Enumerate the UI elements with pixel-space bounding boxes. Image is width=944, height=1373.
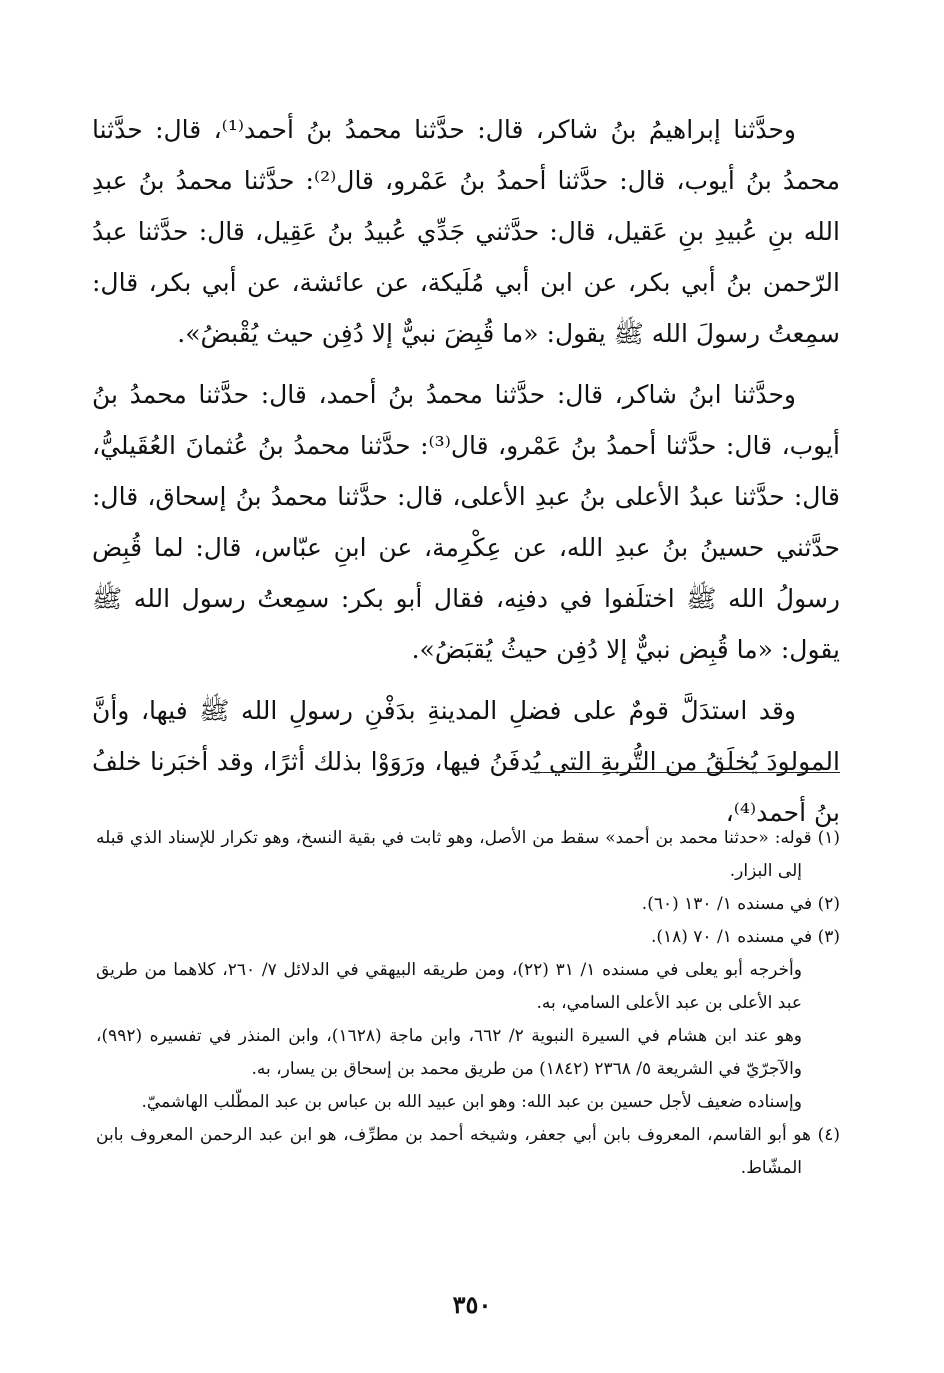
- footnote-3: (٣) في مسنده ١/ ٧٠ (١٨).: [650, 927, 840, 947]
- footnote-2: (٢) في مسنده ١/ ١٣٠ (٦٠).: [641, 894, 840, 914]
- main-text: [92, 104, 840, 848]
- footnote-3-continuation-1: وأخرجه أبو يعلى في مسنده ١/ ٣١ (٢٢)، ومن طريقه البيهقي في الدلائل ٧/ ٢٦٠، كلاهما من طريق عبد الأعلى بن عبد الأعلى السامي، به.: [96, 960, 802, 1013]
- footnote-3-continuation-2: وهو عند ابن هشام في السيرة النبوية ٢/ ٦٦٢، وابن ماجة (١٦٢٨)، وابن المنذر في تفسيره (٩٩٢)، والآجرّيّ في الشريعة ٥/ ٢٣٦٨ (١٨٤٢) من طريق محمد بن إسحاق بن يسار، به.: [96, 1026, 802, 1079]
- main-paragraph-3: وقد استدَلَّ قومٌ على فضلِ المدينةِ بدَفْنِ رسولِ الله ﷺ فيها، وأنَّ المولودَ يُخلَقُ من التُّربةِ التي يُدفَنُ فيها، ورَوَوْا بذلك أثرًا، وقد أخبَرنا خلفُ بنُ أحمد⁽⁴⁾،: [92, 696, 840, 827]
- footnote-1: (١) قوله: «حدثنا محمد بن أحمد» سقط من الأصل، وهو ثابت في بقية النسخ، وهو تكرار للإسناد الذي قبله إلى البزار.: [96, 828, 840, 881]
- main-paragraph-2: وحدَّثنا ابنُ شاكر، قال: حدَّثنا محمدُ بنُ أحمد، قال: حدَّثنا محمدُ بنُ أيوب، قال: حدَّثنا أحمدُ بنُ عَمْرو، قال⁽³⁾: حدَّثنا محمدُ بنُ عُثمانَ العُقَيليُّ، قال: حدَّثنا عبدُ الأعلى بنُ عبدِ الأعلى، قال: حدَّثنا محمدُ بنُ إسحاق، قال: حدَّثني حسينُ بنُ عبدِ الله، عن عِكْرِمة، عن ابنِ عبّاس، قال: لما قُبِض رسولُ الله ﷺ اختلَفوا في دفنِه، فقال أبو بكر: سمِعتُ رسول الله ﷺ يقول: «ما قُبِض نبيٌّ إلا دُفِن حيثُ يُقبَضُ».: [92, 380, 840, 664]
- footnote-divider: [530, 772, 840, 773]
- footnotes: [96, 822, 840, 1185]
- footnote-4: (٤) هو أبو القاسم، المعروف بابن أبي جعفر، وشيخه أحمد بن مطرِّف، هو ابن عبد الرحمن المعروف بابن المشّاط.: [96, 1125, 840, 1178]
- main-paragraph-1: وحدَّثنا إبراهيمُ بنُ شاكر، قال: حدَّثنا محمدُ بنُ أحمد⁽¹⁾، قال: حدَّثنا محمدُ بنُ أيوب، قال: حدَّثنا أحمدُ بنُ عَمْرو، قال⁽²⁾: حدَّثنا محمدُ بنُ عبدِ الله بنِ عُبيدِ بنِ عَقيل، قال: حدَّثني جَدِّي عُبيدُ بنُ عَقِيل، قال: حدَّثنا عبدُ الرّحمن بنُ أبي بكر، عن ابن أبي مُلَيكة، عن عائشة، عن أبي بكر، قال: سمِعتُ رسولَ الله ﷺ يقول: «ما قُبِضَ نبيٌّ إلا دُفِن حيث يُقْبضُ».: [92, 115, 840, 348]
- footnote-3-continuation-3: وإسناده ضعيف لأجل حسين بن عبد الله: وهو ابن عبيد الله بن عباس بن عبد المطّلب الهاشميّ.: [141, 1092, 802, 1112]
- page-number: ٣٥٠: [452, 1290, 492, 1319]
